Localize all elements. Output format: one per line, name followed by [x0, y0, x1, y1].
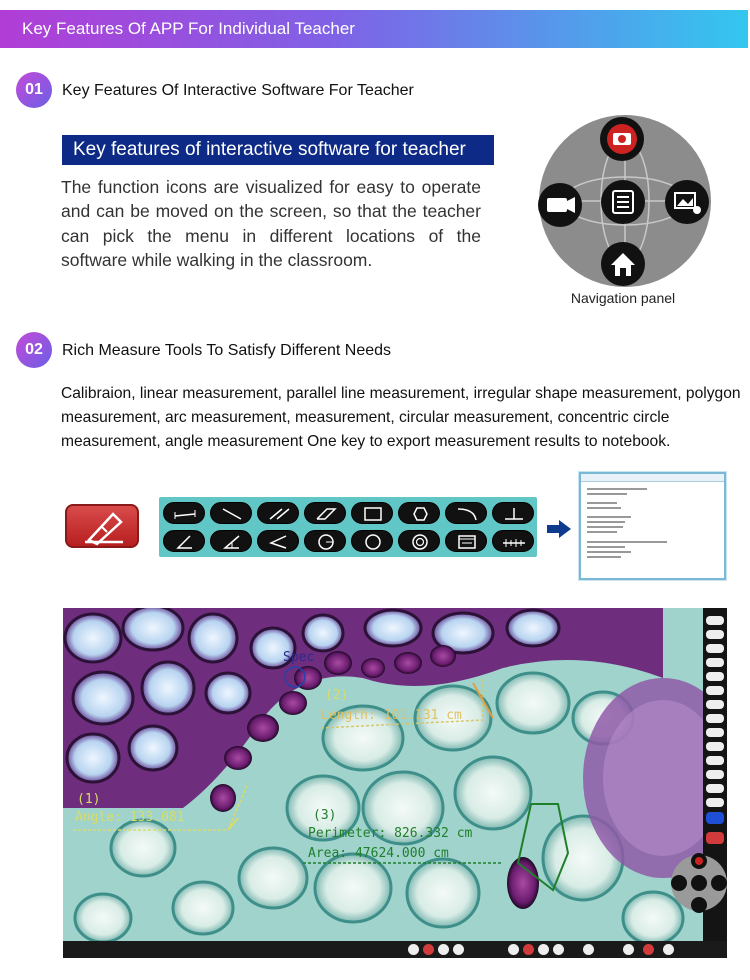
- section-number-badge: 01: [16, 72, 52, 108]
- notebook-line: [587, 507, 621, 509]
- user-icon[interactable]: [623, 944, 634, 955]
- camera-icon[interactable]: [600, 117, 644, 161]
- toolbar-button[interactable]: [706, 644, 724, 653]
- notebook-line: [587, 502, 617, 504]
- spec-label: Spec: [283, 650, 315, 665]
- micrograph-image: [63, 608, 727, 958]
- parallel-lines-icon[interactable]: [257, 502, 299, 524]
- color-swatch[interactable]: [706, 812, 724, 824]
- toolbar-button[interactable]: [706, 686, 724, 695]
- bottom-toolbar: [63, 941, 727, 958]
- toolbar-button[interactable]: [706, 784, 724, 793]
- notebook-line: [587, 521, 625, 523]
- notebook-line: [587, 556, 621, 558]
- nav-panel-caption: Navigation panel: [570, 290, 676, 306]
- list-icon[interactable]: [601, 180, 645, 224]
- record-icon[interactable]: [423, 944, 434, 955]
- toolbar-button[interactable]: [706, 756, 724, 765]
- angle-2-icon[interactable]: [210, 530, 252, 552]
- notebook-line: [587, 488, 647, 490]
- toolbar-button[interactable]: [706, 700, 724, 709]
- arrow-right-icon: [545, 519, 573, 539]
- toolbar-button[interactable]: [706, 616, 724, 625]
- perpendicular-icon[interactable]: [492, 502, 534, 524]
- toolbar-button[interactable]: [706, 658, 724, 667]
- home-icon[interactable]: [601, 242, 645, 286]
- settings-icon[interactable]: [583, 944, 594, 955]
- toolbar-button[interactable]: [706, 742, 724, 751]
- notebook-line: [587, 516, 631, 518]
- ruler-triangle-icon: [67, 506, 141, 550]
- measure-label-2: (2): [325, 688, 349, 703]
- micrograph-view: [63, 608, 727, 958]
- measure-tools-strip: [55, 464, 739, 582]
- toolbar-button[interactable]: [706, 630, 724, 639]
- toolbar-button[interactable]: [706, 672, 724, 681]
- hexagon-icon[interactable]: [398, 502, 440, 524]
- rotate-icon[interactable]: [453, 944, 464, 955]
- camera-icon[interactable]: [408, 944, 419, 955]
- notebook-line: [587, 546, 625, 548]
- grid-icon[interactable]: [538, 944, 549, 955]
- measure-tool-button[interactable]: [65, 504, 139, 548]
- description-paragraph: The function icons are visualized for easy to operate and can be moved on the screen, so that the teacher can pick the menu in different locations of the software while walking in the classroom.: [61, 177, 481, 270]
- navigation-panel: [537, 113, 713, 289]
- ruler-icon[interactable]: [492, 530, 534, 552]
- area-label: Area: 47624.000 cm: [308, 846, 449, 861]
- section-number-badge: 02: [16, 332, 52, 368]
- tool-panel: [159, 497, 537, 557]
- diagonal-line-icon[interactable]: [210, 502, 252, 524]
- zoom-in-icon[interactable]: [508, 944, 519, 955]
- toolbar-button[interactable]: [706, 798, 724, 807]
- rotate-icon[interactable]: [438, 944, 449, 955]
- toolbar-button[interactable]: [706, 714, 724, 723]
- circle-icon[interactable]: [351, 530, 393, 552]
- arc-icon[interactable]: [445, 502, 487, 524]
- page-banner: Key Features Of APP For Individual Teacher: [0, 10, 748, 48]
- angle-3-icon[interactable]: [257, 530, 299, 552]
- notebook-window: [579, 472, 726, 580]
- notebook-line: [587, 551, 631, 553]
- notebook-titlebar: [581, 474, 724, 482]
- length-label: Length: 101.131 cm: [321, 708, 462, 723]
- video-camera-icon[interactable]: [538, 183, 582, 227]
- section-title: Rich Measure Tools To Satisfy Different Needs: [62, 342, 392, 359]
- toolbar-button[interactable]: [706, 728, 724, 737]
- notebook-line: [587, 493, 627, 495]
- image-hand-icon[interactable]: [665, 180, 709, 224]
- concentric-circle-icon[interactable]: [398, 530, 440, 552]
- measure-label-3: (3): [313, 808, 337, 823]
- angle-icon[interactable]: [163, 530, 205, 552]
- line-icon[interactable]: [163, 502, 205, 524]
- image-icon[interactable]: [643, 944, 654, 955]
- notebook-line: [587, 541, 667, 543]
- notebook-icon[interactable]: [445, 530, 487, 552]
- notebook-line: [587, 531, 617, 533]
- export-icon[interactable]: [663, 944, 674, 955]
- circle-radius-icon[interactable]: [304, 530, 346, 552]
- perimeter-label: Perimeter: 826.332 cm: [308, 826, 473, 841]
- measure-description: Calibraion, linear measurement, parallel line measurement, irregular shape measurement, polygon measurement, arc measurement, measurement, circular measurement, concentric circle measurement, angle measurement One key to export measurement results to notebook.: [61, 385, 741, 450]
- section-title: Key Features Of Interactive Software For Teacher: [62, 82, 414, 99]
- navigation-panel-mini: [669, 851, 727, 915]
- rectangle-icon[interactable]: [351, 502, 393, 524]
- irregular-shape-icon[interactable]: [304, 502, 346, 524]
- measure-label-1: (1): [77, 792, 101, 807]
- angle-label: Angle: 133.081: [75, 810, 185, 825]
- heading-bar: Key features of interactive software for teacher: [62, 135, 494, 165]
- toolbar-button[interactable]: [706, 770, 724, 779]
- grid-icon[interactable]: [553, 944, 564, 955]
- grid-icon[interactable]: [523, 944, 534, 955]
- notebook-line: [587, 526, 623, 528]
- measure-tool-button[interactable]: [706, 832, 724, 844]
